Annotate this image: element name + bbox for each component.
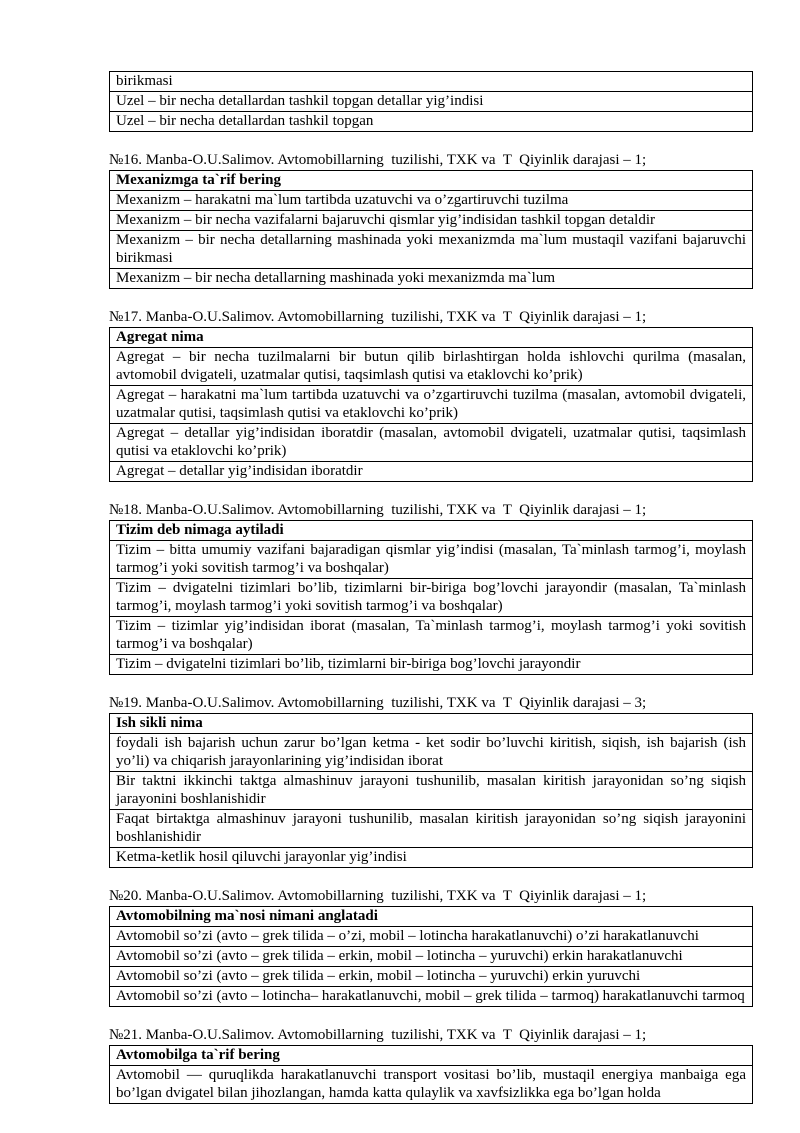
answer-option: Tizim – dvigatelni tizimlari bo’lib, tizimlarni bir-biriga bog’lovchi jarayondir (masalan, Ta`minlash tarmog’i, moylash tarmog’i yoki sovitish tarmog’i va boshqalar) [110,579,753,617]
question-table [109,327,753,482]
table-row [110,714,753,734]
answer-option: Uzel – bir necha detallardan tashkil topgan [110,112,753,132]
table-row [110,112,753,132]
table-row [110,967,753,987]
answer-table-top [109,71,753,132]
question-table [109,520,753,675]
answer-option: Mexanizm – harakatni ma`lum tartibda uzatuvchi va o’zgartiruvchi tuzilma [110,191,753,211]
answer-option: Avtomobil so’zi (avto – grek tilida – erkin, mobil – lotincha – yuruvchi) erkin yuruvchi [110,967,753,987]
document-page [0,71,800,1104]
table-row [110,617,753,655]
table-row [110,171,753,191]
table-row [110,541,753,579]
table-row [110,655,753,675]
table-row [110,231,753,269]
answer-option: Avtomobil so’zi (avto – grek tilida – o’zi, mobil – lotincha harakatlanuvchi) o’zi harakatlanuvchi [110,927,753,947]
table-row [110,211,753,231]
table-row [110,734,753,772]
table-row [110,72,753,92]
answer-option: birikmasi [110,72,753,92]
answer-option: Faqat birtaktga almashinuv jarayoni tushunilib, masalan kiritish jarayonidan so’ng siqish jarayonini boshlanishidir [110,810,753,848]
table-row [110,328,753,348]
table-row [110,848,753,868]
question-header: №16. Manba-O.U.Salimov. Avtomobillarning tuzilishi, TXK va T Qiyinlik darajasi – 1; [109,152,647,168]
question-title: Avtomobilga ta`rif bering [110,1046,753,1066]
table-row [110,810,753,848]
question-header: №17. Manba-O.U.Salimov. Avtomobillarning tuzilishi, TXK va T Qiyinlik darajasi – 1; [109,309,647,325]
answer-option: Agregat – detallar yig’indisidan iboratdir [110,462,753,482]
table-row [110,579,753,617]
answer-option: Avtomobil so’zi (avto – grek tilida – erkin, mobil – lotincha – yuruvchi) erkin harakatlanuvchi [110,947,753,967]
table-row [110,92,753,112]
table-row [110,462,753,482]
table-row [110,386,753,424]
question-header: №18. Manba-O.U.Salimov. Avtomobillarning tuzilishi, TXK va T Qiyinlik darajasi – 1; [109,502,647,518]
question-header: №21. Manba-O.U.Salimov. Avtomobillarning tuzilishi, TXK va T Qiyinlik darajasi – 1; [109,1027,647,1043]
question-title: Mexanizmga ta`rif bering [110,171,753,191]
answer-option: Mexanizm – bir necha detallarning mashinada yoki mexanizmda ma`lum mustaqil vazifani bajaruvchi birikmasi [110,231,753,269]
table-row [110,772,753,810]
table-row [110,424,753,462]
question-table [109,713,753,868]
answer-option: Mexanizm – bir necha vazifalarni bajaruvchi qismlar yig’indisidan tashkil topgan detaldir [110,211,753,231]
table-row [110,947,753,967]
table-row [110,1046,753,1066]
answer-option: Agregat – harakatni ma`lum tartibda uzatuvchi va o’zgartiruvchi tuzilma (masalan, avtomobil dvigateli, uzatmalar qutisi, taqsimlash qutisi va etaklovchi ko’prik) [110,386,753,424]
answer-option: Tizim – tizimlar yig’indisidan iborat (masalan, Ta`minlash tarmog’i, moylash tarmog’i yoki sovitish tarmog’i va boshqalar) [110,617,753,655]
question-title: Tizim deb nimaga aytiladi [110,521,753,541]
question-header: №20. Manba-O.U.Salimov. Avtomobillarning tuzilishi, TXK va T Qiyinlik darajasi – 1; [109,888,647,904]
answer-option: Agregat – bir necha tuzilmalarni bir butun qilib birlashtirgan holda ishlovchi qurilma (masalan, avtomobil dvigateli, uzatmalar qutisi, taqsimlash qutisi va etaklovchi ko’prik) [110,348,753,386]
answer-option: Avtomobil — quruqlikda harakatlanuvchi transport vositasi bo’lib, mustaqil energiya manbaiga ega bo’lgan dvigatel bilan jihozlangan, hamda katta qulaylik va xavfsizlikka ega bo’lgan holda [110,1066,753,1104]
table-row [110,927,753,947]
table-row [110,521,753,541]
question-header: №19. Manba-O.U.Salimov. Avtomobillarning tuzilishi, TXK va T Qiyinlik darajasi – 3; [109,695,647,711]
table-row [110,191,753,211]
answer-option: Mexanizm – bir necha detallarning mashinada yoki mexanizmda ma`lum [110,269,753,289]
table-row [110,987,753,1007]
table-row [110,348,753,386]
answer-option: Tizim – dvigatelni tizimlari bo’lib, tizimlarni bir-biriga bog’lovchi jarayondir [110,655,753,675]
table-row [110,269,753,289]
question-table [109,906,753,1007]
answer-option: Uzel – bir necha detallardan tashkil topgan detallar yig’indisi [110,92,753,112]
question-title: Agregat nima [110,328,753,348]
answer-option: Agregat – detallar yig’indisidan iboratdir (masalan, avtomobil dvigateli, uzatmalar qutisi, taqsimlash qutisi va etaklovchi ko’prik) [110,424,753,462]
answer-option: Avtomobil so’zi (avto – lotincha– harakatlanuvchi, mobil – grek tilida – tarmoq) harakatlanuvchi tarmoq [110,987,753,1007]
answer-option: Bir taktni ikkinchi taktga almashinuv jarayoni tushunilib, masalan kiritish jarayonidan so’ng siqish jarayonini boshlanishidir [110,772,753,810]
question-table [109,170,753,289]
answer-option: foydali ish bajarish uchun zarur bo’lgan ketma - ket sodir bo’luvchi kiritish, siqish, ish bajarish (ish yo’li) va chiqarish jarayonlarining yig’indisidan iborat [110,734,753,772]
table-row [110,1066,753,1104]
answer-option: Ketma-ketlik hosil qiluvchi jarayonlar yig’indisi [110,848,753,868]
question-table [109,1045,753,1104]
table-row [110,907,753,927]
answer-option: Tizim – bitta umumiy vazifani bajaradigan qismlar yig’indisi (masalan, Ta`minlash tarmog’i, moylash tarmog’i yoki sovitish tarmog’i va boshqalar) [110,541,753,579]
question-title: Ish sikli nima [110,714,753,734]
question-title: Avtomobilning ma`nosi nimani anglatadi [110,907,753,927]
